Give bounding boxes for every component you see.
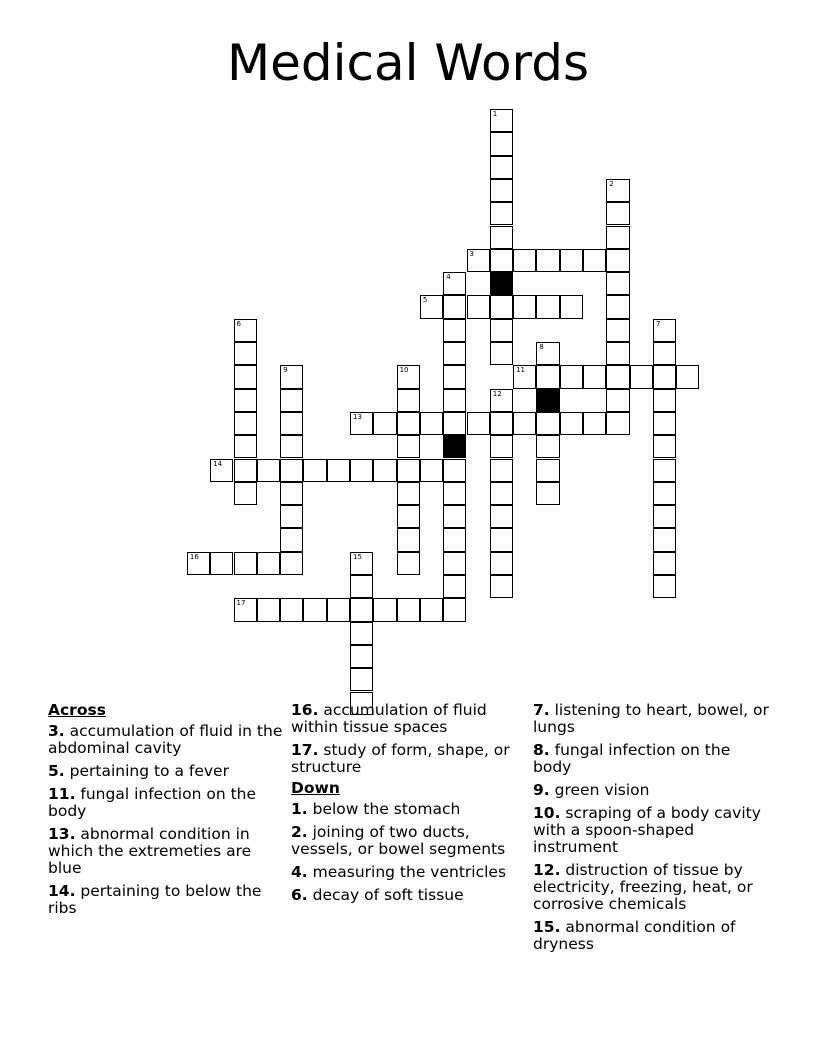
grid-cell[interactable] [327,459,350,482]
grid-cell[interactable] [490,109,513,132]
grid-cell[interactable] [397,365,420,388]
grid-cell[interactable] [373,412,396,435]
grid-cell[interactable] [560,365,583,388]
grid-cell[interactable] [443,272,466,295]
grid-cell[interactable] [560,249,583,272]
clue-across-3[interactable]: 3. accumulation of fluid in the abdominal cavity [48,722,283,757]
clue-down-1[interactable]: 1. below the stomach [291,800,461,818]
grid-cell[interactable] [536,482,559,505]
clue-number: 2 [609,179,614,188]
grid-cell[interactable] [653,505,676,528]
grid-cell[interactable] [280,389,303,412]
grid-cell[interactable] [653,528,676,551]
grid-cell[interactable] [606,389,629,412]
grid-cell[interactable] [536,295,559,318]
grid-cell[interactable] [490,226,513,249]
clue-number: 11 [516,366,526,375]
grid-cell[interactable] [443,342,466,365]
clue-column-1 [48,702,284,923]
grid-cell[interactable] [513,249,536,272]
grid-cell[interactable] [373,598,396,621]
grid-cell[interactable] [653,389,676,412]
grid-cell[interactable] [653,482,676,505]
clue-number: 12 [492,389,502,398]
grid-cell[interactable] [397,528,420,551]
grid-cell[interactable] [676,365,699,388]
grid-cell[interactable] [653,319,676,342]
grid-cell[interactable] [420,295,443,318]
grid-cell[interactable] [280,482,303,505]
grid-cell[interactable] [280,505,303,528]
across-heading: Across [48,701,106,719]
grid-cell[interactable] [257,598,280,621]
grid-cell[interactable] [350,459,373,482]
grid-cell[interactable] [490,389,513,412]
grid-cell[interactable] [234,552,257,575]
grid-cell[interactable] [257,459,280,482]
grid-cell[interactable] [280,552,303,575]
grid-cell[interactable] [583,249,606,272]
grid-cell[interactable] [303,598,326,621]
grid-cell[interactable] [280,598,303,621]
grid-cell[interactable] [653,575,676,598]
clue-across-17[interactable]: 17. study of form, shape, or structure [291,741,510,776]
clue-column-2 [291,702,513,910]
grid-cell[interactable] [443,365,466,388]
grid-cell[interactable] [443,459,466,482]
clue-number: 3 [469,249,474,258]
clue-down-12[interactable]: 12. distruction of tissue by electricity, freezing, heat, or corrosive chemicals [533,861,753,913]
grid-cell[interactable] [606,179,629,202]
clue-down-8[interactable]: 8. fungal infection on the body [533,741,731,776]
grid-cell[interactable] [234,598,257,621]
grid-cell[interactable] [606,342,629,365]
grid-cell[interactable] [490,459,513,482]
clue-number: 5 [422,296,428,305]
clue-number: 16 [189,552,199,561]
grid-cell[interactable] [606,202,629,225]
grid-cell[interactable] [443,389,466,412]
grid-cell[interactable] [490,249,513,272]
grid-cell[interactable] [397,482,420,505]
clue-number: 7 [655,319,661,328]
clue-number: 17 [236,599,246,608]
grid-cell[interactable] [467,295,490,318]
clue-down-15[interactable]: 15. abnormal condition of dryness [533,918,736,953]
grid-block [490,272,513,295]
clue-across-14[interactable]: 14. pertaining to below the ribs [48,882,262,917]
grid-cell[interactable] [443,412,466,435]
grid-block [536,389,559,412]
clue-down-6[interactable]: 6. decay of soft tissue [291,886,464,904]
grid-cell[interactable] [490,435,513,458]
grid-cell[interactable] [327,598,350,621]
grid-cell[interactable] [490,528,513,551]
grid-cell[interactable] [490,412,513,435]
grid-cell[interactable] [397,412,420,435]
clue-number: 6 [236,319,241,328]
grid-cell[interactable] [443,575,466,598]
grid-cell[interactable] [653,412,676,435]
grid-cell[interactable] [187,552,210,575]
grid-cell[interactable] [350,598,373,621]
down-heading: Down [291,779,340,797]
grid-cell[interactable] [397,552,420,575]
clue-across-5[interactable]: 5. pertaining to a fever [48,762,229,780]
grid-cell[interactable] [606,412,629,435]
grid-cell[interactable] [606,249,629,272]
grid-cell[interactable] [490,482,513,505]
grid-cell[interactable] [490,295,513,318]
grid-cell[interactable] [653,342,676,365]
clue-down-2[interactable]: 2. joining of two ducts, vessels, or bowel segments [291,823,506,858]
grid-cell[interactable] [606,365,629,388]
grid-block [443,435,466,458]
grid-cell[interactable] [606,226,629,249]
grid-cell[interactable] [513,412,536,435]
grid-cell[interactable] [653,365,676,388]
clue-down-4[interactable]: 4. measuring the ventricles [291,863,507,881]
grid-cell[interactable] [280,528,303,551]
clue-number: 13 [353,412,362,421]
grid-cell[interactable] [420,598,443,621]
clue-across-16[interactable]: 16. accumulation of fluid within tissue spaces [291,701,487,736]
grid-cell[interactable] [653,459,676,482]
clue-across-13[interactable]: 13. abnormal condition in which the extremeties are blue [48,825,252,877]
grid-cell[interactable] [210,459,233,482]
grid-cell[interactable] [443,528,466,551]
grid-cell[interactable] [443,295,466,318]
grid-cell[interactable] [234,365,257,388]
grid-cell[interactable] [536,459,559,482]
grid-cell[interactable] [443,552,466,575]
clue-number: 4 [446,273,451,282]
grid-cell[interactable] [303,459,326,482]
grid-cell[interactable] [443,505,466,528]
clue-number: 10 [399,366,409,375]
grid-cell[interactable] [490,156,513,179]
grid-cell[interactable] [513,365,536,388]
grid-cell[interactable] [280,435,303,458]
grid-cell[interactable] [443,482,466,505]
grid-cell[interactable] [513,295,536,318]
grid-cell[interactable] [490,132,513,155]
grid-cell[interactable] [350,622,373,645]
grid-cell[interactable] [420,459,443,482]
grid-cell[interactable] [583,365,606,388]
grid-cell[interactable] [443,319,466,342]
grid-cell[interactable] [397,459,420,482]
grid-cell[interactable] [397,598,420,621]
grid-cell[interactable] [420,412,443,435]
grid-cell[interactable] [630,365,653,388]
clue-down-10[interactable]: 10. scraping of a body cavity with a spoon-shaped instrument [533,804,761,856]
grid-cell[interactable] [210,552,233,575]
grid-cell[interactable] [397,505,420,528]
grid-cell[interactable] [234,412,257,435]
grid-cell[interactable] [536,412,559,435]
grid-cell[interactable] [234,459,257,482]
grid-cell[interactable] [653,552,676,575]
grid-cell[interactable] [350,645,373,668]
grid-cell[interactable] [490,202,513,225]
grid-cell[interactable] [350,575,373,598]
grid-cell[interactable] [280,459,303,482]
clue-number: 15 [353,552,362,561]
grid-cell[interactable] [234,342,257,365]
grid-cell[interactable] [350,668,373,691]
grid-cell[interactable] [443,598,466,621]
grid-cell[interactable] [234,482,257,505]
grid-cell[interactable] [257,552,280,575]
clue-down-9[interactable]: 9. green vision [533,781,650,799]
puzzle-title: Medical Words [226,34,589,92]
grid-cell[interactable] [560,295,583,318]
grid-cell[interactable] [490,319,513,342]
clue-across-11[interactable]: 11. fungal infection on the body [48,785,257,820]
grid-cell[interactable] [234,319,257,342]
grid-cell[interactable] [536,342,559,365]
grid-cell[interactable] [653,435,676,458]
grid-cell[interactable] [490,552,513,575]
grid-cell[interactable] [350,552,373,575]
clue-number: 9 [283,366,288,375]
clue-column-3 [533,702,773,959]
grid-cell[interactable] [583,412,606,435]
grid-cell[interactable] [606,272,629,295]
grid-cell[interactable] [350,412,373,435]
grid-cell[interactable] [373,459,396,482]
grid-cell[interactable] [606,295,629,318]
clue-down-7[interactable]: 7. listening to heart, bowel, or lungs [533,701,769,736]
grid-cell[interactable] [280,412,303,435]
grid-cell[interactable] [490,179,513,202]
grid-cell[interactable] [606,319,629,342]
grid-cell[interactable] [536,435,559,458]
grid-cell[interactable] [536,249,559,272]
grid-cell[interactable] [560,412,583,435]
grid-cell[interactable] [490,575,513,598]
grid-cell[interactable] [234,389,257,412]
grid-cell[interactable] [490,342,513,365]
clue-number: 8 [539,343,544,351]
grid-cell[interactable] [397,389,420,412]
grid-cell[interactable] [467,412,490,435]
grid-cell[interactable] [397,435,420,458]
grid-cell[interactable] [234,435,257,458]
grid-cell[interactable] [536,365,559,388]
clue-number: 14 [213,459,223,468]
grid-cell[interactable] [490,505,513,528]
clue-number: 1 [492,110,498,118]
grid-cell[interactable] [280,365,303,388]
grid-cell[interactable] [467,249,490,272]
